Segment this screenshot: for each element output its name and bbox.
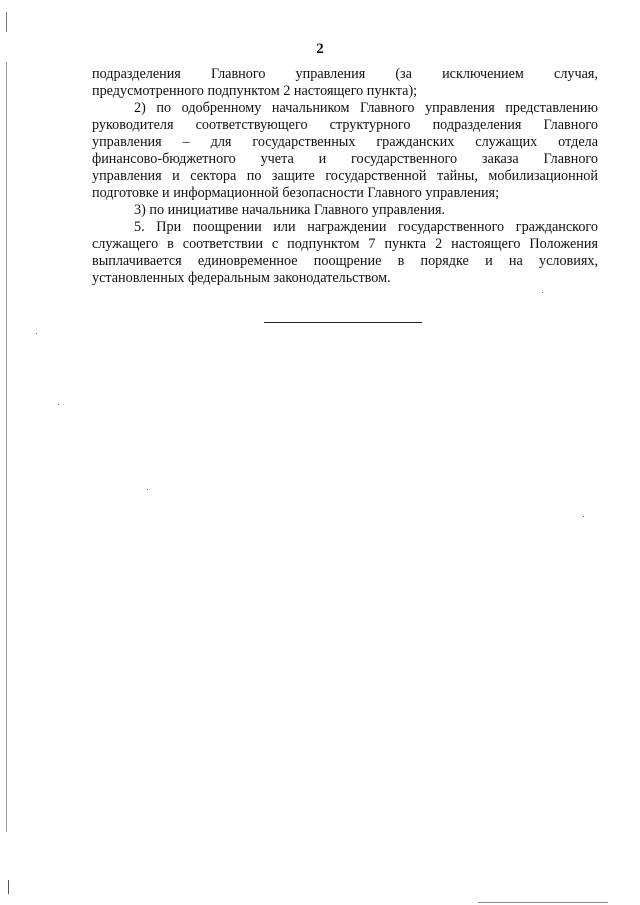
paragraph-4-line-3: выплачивается единовременное поощрение в порядке и на условиях,: [92, 253, 598, 269]
paragraph-2-line-2: руководителя соответствующего структурного подразделения Главного: [92, 117, 598, 133]
paragraph-4-line-1: 5. При поощрении или награждении государственного гражданского: [134, 219, 598, 235]
scan-speck: [147, 489, 148, 490]
scan-bottom-edge-mark: [478, 902, 608, 903]
end-of-document-rule: [264, 322, 422, 323]
paragraph-2-line-4: финансово-бюджетного учета и государственного заказа Главного: [92, 151, 598, 167]
scan-left-top-mark: [6, 12, 7, 32]
paragraph-2-line-6: подготовке и информационной безопасности Главного управления;: [92, 185, 500, 201]
paragraph-2-line-5: управления и сектора по защите государственной тайны, мобилизационной: [92, 168, 598, 184]
scan-speck: [583, 516, 584, 517]
scan-speck: [36, 333, 37, 334]
paragraph-2-line-1: 2) по одобренному начальником Главного управления представлению: [134, 100, 598, 116]
body-text: [92, 66, 598, 287]
paragraph-2-line-3: управления – для государственных гражданских служащих отдела: [92, 134, 598, 150]
paragraph-1-line-1: подразделения Главного управления (за исключением случая,: [92, 66, 598, 82]
paragraph-4-line-4: установленных федеральным законодательством.: [92, 270, 391, 286]
page-number: 2: [316, 41, 324, 57]
scan-speck: [58, 404, 59, 405]
paragraph-1-line-2: предусмотренного подпунктом 2 настоящего пункта);: [92, 83, 418, 99]
scan-left-edge-mark: [6, 62, 7, 832]
paragraph-4-line-2: служащего в соответствии с подпунктом 7 пункта 2 настоящего Положения: [92, 236, 598, 252]
scan-speck: [542, 292, 543, 293]
paragraph-3-line-1: 3) по инициативе начальника Главного управления.: [134, 202, 446, 218]
scan-left-bottom-mark: [8, 880, 9, 894]
